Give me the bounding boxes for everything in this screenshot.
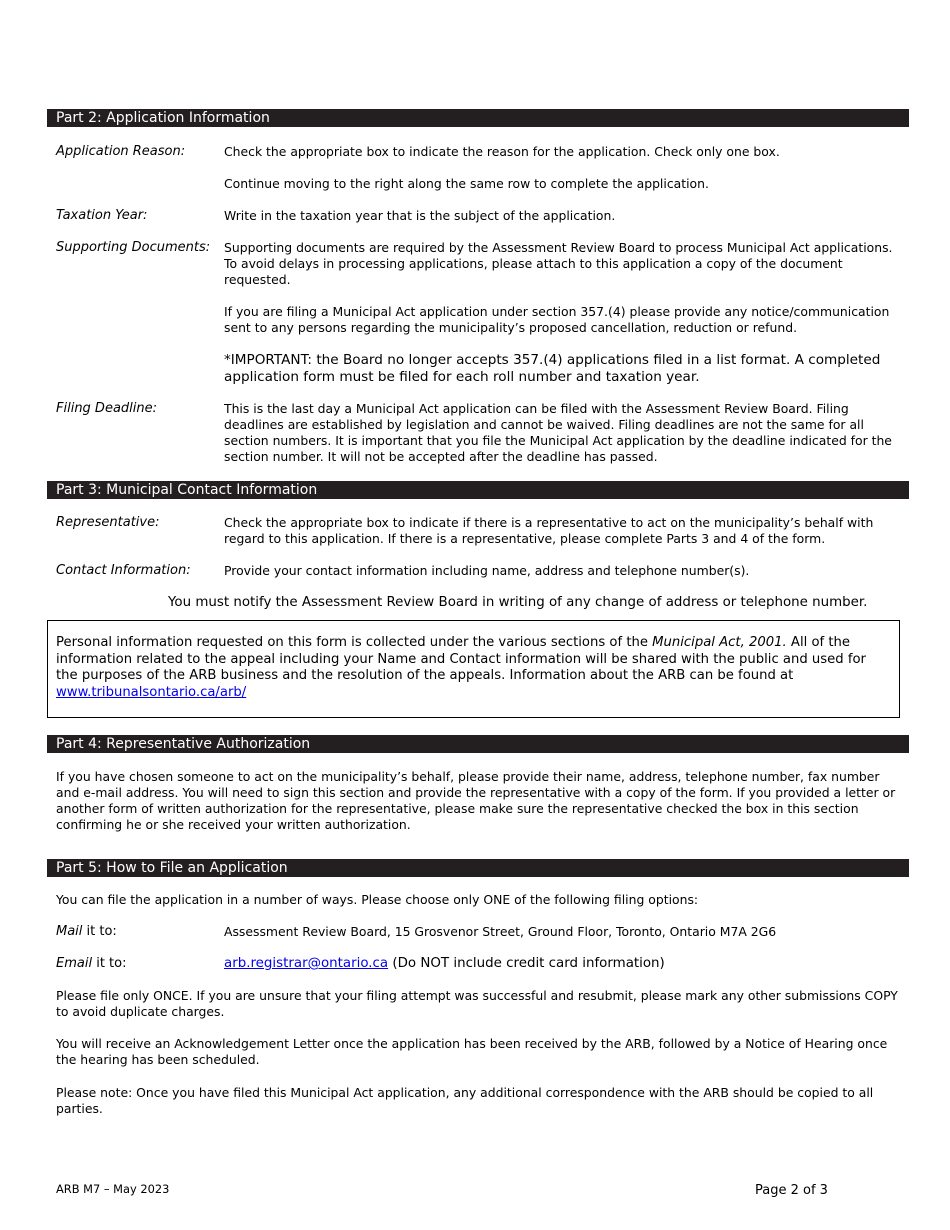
filing-options-intro: You can file the application in a number of ways. Please choose only ONE of the following filing options: (56, 892, 699, 907)
part3-header: Part 3: Municipal Contact Information (47, 481, 909, 499)
section-357-text: If you are filing a Municipal Act application under section 357.(4) please provide any notice/communication sent to any persons regarding the municipality’s proposed cancellation, reduction or refund. (224, 304, 890, 335)
contact-information-text: Provide your contact information including name, address and telephone number(s). (224, 563, 750, 578)
act-name: Municipal Act, 2001. (652, 635, 787, 650)
privacy-text-after: All of the information related to the appeal including your Name and Contact information will be shared with the public and used for the purposes of the ARB business and the resolution of the appeals. Information about the ARB can be found at (56, 635, 866, 683)
email-line (224, 956, 896, 972)
privacy-text-before: Personal information requested on this form is collected under the various sections of the (56, 635, 653, 650)
part4-header: Part 4: Representative Authorization (47, 735, 909, 753)
email-note: (Do NOT include credit card information) (388, 956, 665, 971)
email-label (56, 956, 216, 972)
representative-authorization-text: If you have chosen someone to act on the municipality’s behalf, please provide their name, address, telephone number, fax number and e-mail address. You will need to sign this section and provide the representative with a copy of the form. If you provided a letter or another form of written authorization for the representative, please make sure the representative checked the box in this section confirming he or she received your written authorization. (56, 769, 896, 832)
notify-change-text: You must notify the Assessment Review Board in writing of any change of address or telephone number. (168, 595, 868, 610)
mail-label-rest: it to: (82, 924, 117, 939)
email-label-rest: it to: (92, 956, 127, 971)
file-once-text: Please file only ONCE. If you are unsure that your filing attempt was successful and resubmit, please mark any other submissions COPY to avoid duplicate charges. (56, 988, 898, 1019)
part2-header: Part 2: Application Information (47, 109, 909, 127)
supporting-documents-text: Supporting documents are required by the Assessment Review Board to process Municipal Act applications. To avoid delays in processing applications, please attach to this application a copy of the document requested. (224, 240, 893, 287)
representative-label: Representative: (56, 515, 160, 530)
mail-label (56, 924, 216, 940)
form-id-footer: ARB M7 – May 2023 (56, 1182, 170, 1196)
privacy-notice-box (47, 620, 900, 718)
filing-deadline-text: This is the last day a Municipal Act application can be filed with the Assessment Review Board. Filing deadlines are established by legislation and cannot be waived. Filing deadlines are not the same for all section numbers. It is important that you file the Municipal Act application by the deadline indicated for the section number. It will not be accepted after the deadline has passed. (224, 401, 892, 464)
taxation-year-text: Write in the taxation year that is the subject of the application. (224, 208, 616, 223)
taxation-year-label: Taxation Year: (56, 208, 148, 223)
application-reason-label: Application Reason: (56, 144, 186, 159)
email-label-em: Email (56, 956, 93, 971)
representative-text: Check the appropriate box to indicate if there is a representative to act on the municipality’s behalf with regard to this application. If there is a representative, please complete Parts 3 and 4 of the form. (224, 515, 874, 546)
part5-header: Part 5: How to File an Application (47, 859, 909, 877)
supporting-documents-label: Supporting Documents: (56, 240, 211, 255)
mail-address-text: Assessment Review Board, 15 Grosvenor Street, Ground Floor, Toronto, Ontario M7A 2G6 (224, 924, 777, 939)
mail-label-em: Mail (56, 924, 83, 939)
application-reason-continue-text: Continue moving to the right along the same row to complete the application. (224, 176, 709, 191)
please-note-text: Please note: Once you have filed this Municipal Act application, any additional correspondence with the ARB should be copied to all parties. (56, 1085, 874, 1116)
acknowledgement-text: You will receive an Acknowledgement Letter once the application has been received by the ARB, followed by a Notice of Hearing once the hearing has been scheduled. (56, 1036, 888, 1067)
application-reason-text: Check the appropriate box to indicate the reason for the application. Check only one box. (224, 144, 780, 159)
tribunals-ontario-link[interactable]: www.tribunalsontario.ca/arb/ (56, 684, 247, 700)
important-notice: *IMPORTANT: the Board no longer accepts 357.(4) applications filed in a list format. A completed application form must be filed for each roll number and taxation year. (224, 352, 881, 385)
page-number: Page 2 of 3 (755, 1183, 828, 1198)
contact-information-label: Contact Information: (56, 563, 191, 578)
filing-deadline-label: Filing Deadline: (56, 401, 158, 416)
registrar-email-link[interactable]: arb.registrar@ontario.ca (224, 956, 389, 971)
